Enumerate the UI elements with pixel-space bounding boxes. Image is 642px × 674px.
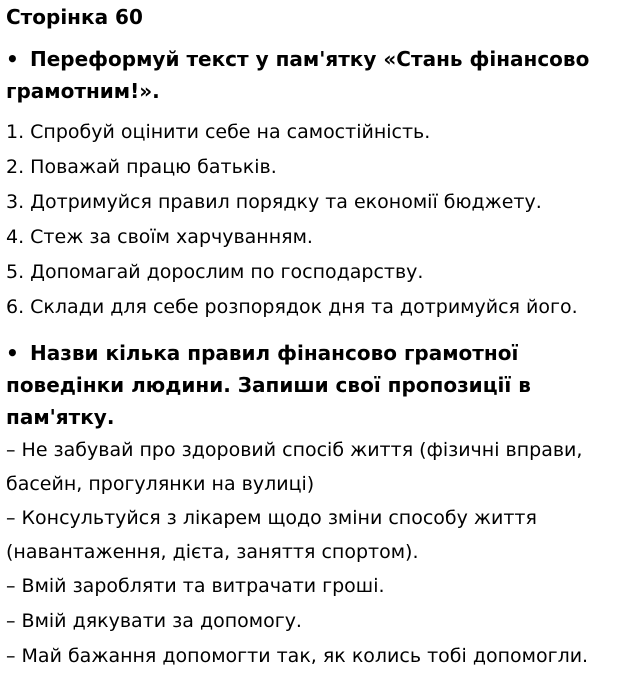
task-1-list bbox=[6, 115, 642, 325]
page-title: Сторінка 60 bbox=[6, 5, 143, 29]
bullet-icon: • bbox=[6, 341, 19, 365]
task-1-text: Переформуй текст у пам'ятку «Стань фінансово грамотним!». bbox=[6, 47, 590, 103]
list-item: – Вмій дякувати за допомогу. bbox=[6, 610, 302, 632]
task-2-list bbox=[6, 433, 642, 674]
task-1-heading bbox=[6, 43, 642, 107]
list-item: 2. Поважай працю батьків. bbox=[6, 156, 277, 178]
list-item: 6. Склади для себе розпорядок дня та дотримуйся його. bbox=[6, 296, 578, 318]
list-item: 4. Стеж за своїм харчуванням. bbox=[6, 226, 313, 248]
task-2-heading bbox=[6, 337, 642, 433]
list-item: – Не забувай про здоровий спосіб життя (фізичні вправи, басейн, прогулянки на вулиці) bbox=[6, 439, 583, 495]
task-2-text: Назви кілька правил фінансово грамотної поведінки людини. Запиши свої пропозиції в пам'ятку. bbox=[6, 341, 531, 429]
bullet-icon: • bbox=[6, 47, 19, 71]
list-item: 5. Допомагай дорослим по господарству. bbox=[6, 261, 424, 283]
list-item: – Консультуйся з лікарем щодо зміни способу життя (навантаження, дієта, заняття спортом). bbox=[6, 507, 537, 563]
list-item: – Май бажання допомогти так, як колись тобі допомогли. bbox=[6, 645, 589, 667]
list-item: – Вмій заробляти та витрачати гроші. bbox=[6, 575, 385, 597]
list-item: 1. Спробуй оцінити себе на самостійність. bbox=[6, 121, 431, 143]
list-item: 3. Дотримуйся правил порядку та економії бюджету. bbox=[6, 191, 542, 213]
